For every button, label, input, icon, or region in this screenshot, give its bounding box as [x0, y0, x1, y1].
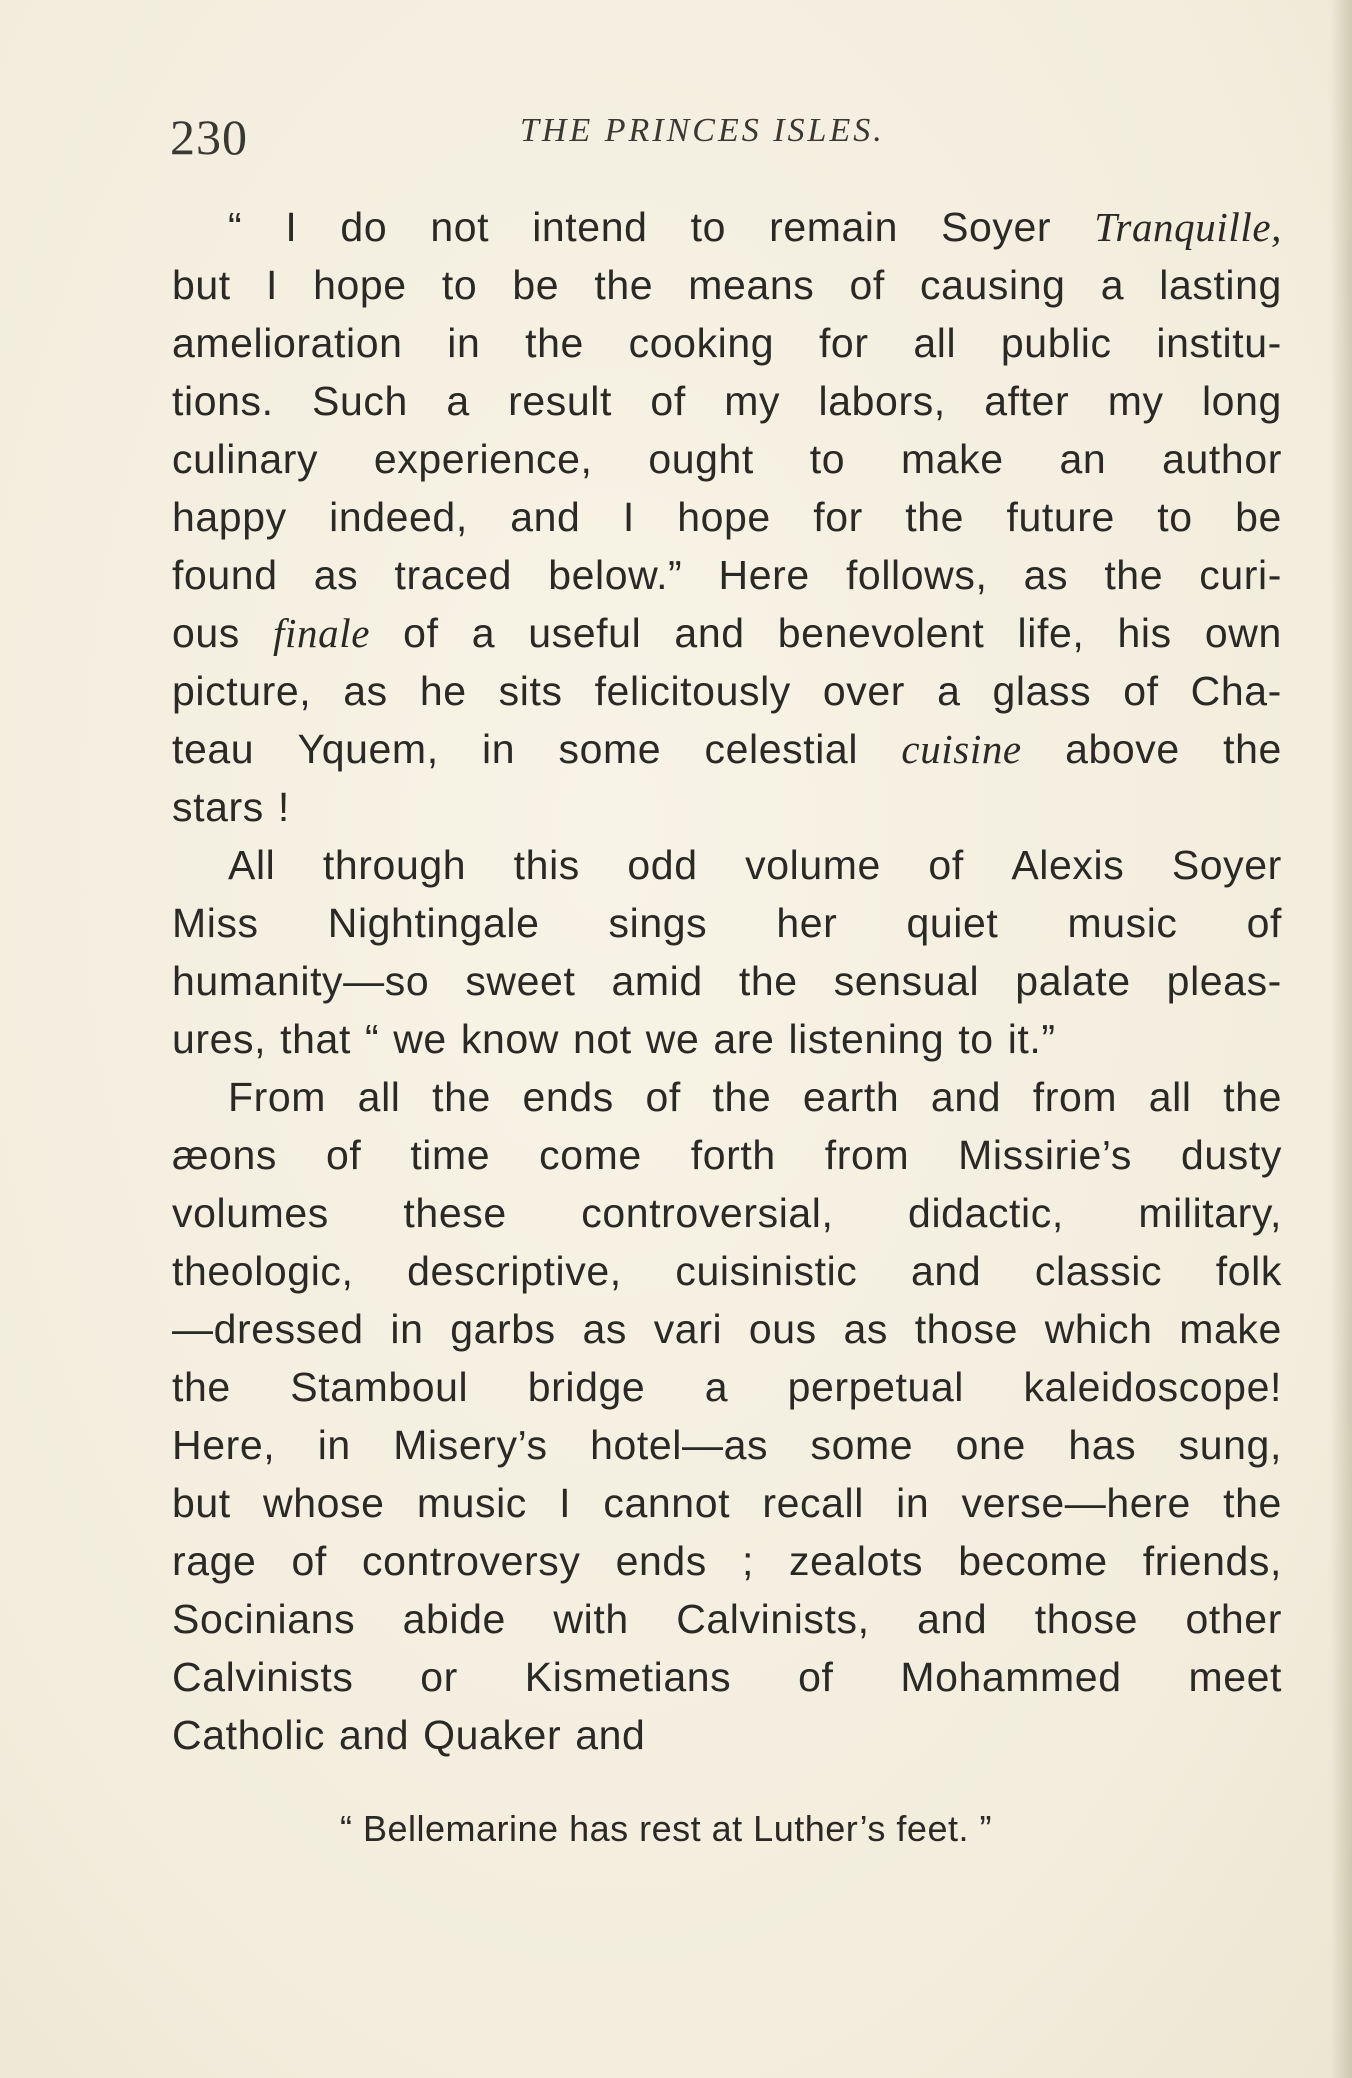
word: the [1223, 1480, 1282, 1526]
word: Cha- [1190, 668, 1282, 714]
word: useful [528, 610, 642, 656]
word: æons [172, 1132, 277, 1178]
word: as [1023, 552, 1069, 598]
word: zealots [789, 1538, 924, 1584]
page-edge-shadow [1330, 0, 1352, 2078]
word: happy [172, 494, 287, 540]
word: Quaker [423, 1712, 562, 1758]
text-line [172, 952, 1282, 1010]
word: not [572, 1016, 632, 1062]
text-line [172, 1300, 1282, 1358]
word: benevolent [777, 610, 985, 656]
word: all [913, 320, 957, 366]
word: friends, [1142, 1538, 1282, 1584]
word: indeed, [329, 494, 468, 540]
word: a [471, 610, 496, 656]
word: ends [615, 1538, 707, 1584]
word: it.” [1007, 1016, 1056, 1062]
word: are [713, 1016, 775, 1062]
word: odd [627, 842, 698, 888]
word: her [776, 900, 838, 946]
word: classic [1034, 1248, 1163, 1294]
word: vari [653, 1306, 723, 1352]
word: experience, [373, 436, 593, 482]
word: and [575, 1712, 646, 1758]
text-line [172, 1010, 1282, 1068]
word: time [410, 1132, 491, 1178]
word: dusty [1180, 1132, 1282, 1178]
word: listening [788, 1016, 945, 1062]
word: institu- [1156, 320, 1282, 366]
word: folk [1215, 1248, 1282, 1294]
word: make [900, 436, 1004, 482]
word: of [1246, 900, 1282, 946]
word: verse—here [961, 1480, 1191, 1526]
word: the [525, 320, 584, 366]
word: ous [748, 1306, 817, 1352]
text-line [172, 314, 1282, 372]
word: follows, [845, 552, 988, 598]
word: and [510, 494, 581, 540]
word: the [172, 1364, 231, 1410]
text-line [172, 836, 1282, 894]
text-line [172, 1648, 1282, 1706]
word: life, [1017, 610, 1085, 656]
word: descriptive, [407, 1248, 622, 1294]
word: pleas- [1166, 958, 1282, 1004]
word: controversy [362, 1538, 581, 1584]
word: public [1000, 320, 1112, 366]
page-number: 230 [170, 109, 248, 165]
word: labors, [818, 378, 946, 424]
word: to [441, 262, 478, 308]
word: hope [313, 262, 407, 308]
word: abide [402, 1596, 506, 1642]
word: Calvinists, [676, 1596, 870, 1642]
italic-word: cuisine [901, 726, 1022, 772]
word: with [553, 1596, 629, 1642]
word: those [914, 1306, 1018, 1352]
word: rage [172, 1538, 257, 1584]
word: cuisinistic [675, 1248, 858, 1294]
word: Kismetians [524, 1654, 732, 1700]
word: Yquem, [297, 726, 439, 772]
word: his [1117, 610, 1172, 656]
word: curi- [1199, 552, 1282, 598]
word: in [896, 1480, 930, 1526]
word: future [1006, 494, 1115, 540]
word: come [539, 1132, 642, 1178]
word: to [1157, 494, 1193, 540]
word: the [905, 494, 965, 540]
word: or [420, 1654, 458, 1700]
word: as [843, 1306, 888, 1352]
word: in [317, 1422, 351, 1468]
word: below.” [548, 552, 683, 598]
text-line [172, 1532, 1282, 1590]
word: one [955, 1422, 1026, 1468]
word: From [228, 1074, 327, 1120]
word: of [928, 842, 964, 888]
text-line [172, 1358, 1282, 1416]
word: and [674, 610, 745, 656]
word: military, [1138, 1190, 1282, 1236]
word: above [1065, 726, 1180, 772]
word: All [228, 842, 276, 888]
word: those [1034, 1596, 1139, 1642]
word: my [724, 378, 781, 424]
word: forth [690, 1132, 776, 1178]
word: Nightingale [327, 900, 540, 946]
word: result [508, 378, 612, 424]
word: do [340, 204, 388, 250]
word: means [688, 262, 815, 308]
word: whose [263, 1480, 385, 1526]
text-line [172, 1184, 1282, 1242]
word: palate [1015, 958, 1131, 1004]
word: of [650, 378, 686, 424]
italic-word: Tranquille, [1094, 204, 1282, 250]
word: earth [802, 1074, 900, 1120]
word: meet [1188, 1654, 1282, 1700]
word: and [911, 1248, 982, 1294]
word: ! [277, 784, 290, 830]
text-line [172, 1706, 1282, 1764]
word: the [738, 958, 798, 1004]
word: sits [498, 668, 563, 714]
word: felicitously [594, 668, 791, 714]
word: ures, [172, 1016, 267, 1062]
word: in [447, 320, 481, 366]
word: humanity—so [172, 958, 430, 1004]
word: —dressed [172, 1306, 364, 1352]
word: over [822, 668, 906, 714]
word: bridge [527, 1364, 646, 1410]
word: and [917, 1596, 988, 1642]
word: to [690, 204, 726, 250]
word: Calvinists [172, 1654, 354, 1700]
word: ; [741, 1538, 754, 1584]
word: Soyer [1171, 842, 1282, 888]
word: glass [992, 668, 1092, 714]
word: sings [608, 900, 708, 946]
text-line [172, 662, 1282, 720]
word: the [712, 1074, 772, 1120]
word: of [645, 1074, 681, 1120]
word: as [582, 1306, 627, 1352]
word: a [937, 668, 961, 714]
word: be [1235, 494, 1282, 540]
word: from [1032, 1074, 1118, 1120]
word: but [172, 1480, 231, 1526]
word: that [280, 1016, 351, 1062]
text-line [172, 1416, 1282, 1474]
word: Here, [172, 1422, 276, 1468]
word: which [1044, 1306, 1153, 1352]
word: but [172, 262, 231, 308]
word: a [1100, 262, 1125, 308]
word: culinary [172, 436, 319, 482]
word: Such [312, 378, 408, 424]
word: and [930, 1074, 1002, 1120]
word: for [813, 494, 863, 540]
word: of [1123, 668, 1159, 714]
word: for [818, 320, 869, 366]
word: the [1223, 726, 1282, 772]
word: music [1067, 900, 1178, 946]
text-line [172, 256, 1282, 314]
word: all [357, 1074, 401, 1120]
word: I [285, 204, 298, 250]
word: found [172, 552, 278, 598]
quotation-line: “ Bellemarine has rest at Luther’s feet. ” [340, 1808, 992, 1849]
text-line [172, 894, 1282, 952]
word: and [338, 1712, 410, 1758]
word: Stamboul [290, 1364, 469, 1410]
word: didactic, [908, 1190, 1064, 1236]
word: garbs [450, 1306, 556, 1352]
word: volumes [172, 1190, 329, 1236]
word: he [419, 668, 467, 714]
word: theologic, [172, 1248, 354, 1294]
word: Here [718, 552, 810, 598]
word: sensual [833, 958, 980, 1004]
word: a [446, 378, 470, 424]
word: controversial, [581, 1190, 834, 1236]
word: we [393, 1016, 447, 1062]
word: not [430, 204, 490, 250]
word: music [416, 1480, 527, 1526]
word: hotel—as [590, 1422, 769, 1468]
word: “ [364, 1016, 380, 1062]
text-line [172, 604, 1282, 662]
word: an [1059, 436, 1107, 482]
word: make [1179, 1306, 1282, 1352]
word: of [849, 262, 885, 308]
word: of [403, 610, 439, 656]
word: ought [648, 436, 754, 482]
word: know [460, 1016, 559, 1062]
word: of [291, 1538, 327, 1584]
word: Soyer [941, 204, 1052, 250]
word: of [798, 1654, 834, 1700]
word: quiet [906, 900, 999, 946]
word: to [809, 436, 846, 482]
word: some [558, 726, 662, 772]
text-line [172, 430, 1282, 488]
word: these [403, 1190, 507, 1236]
word: the [594, 262, 654, 308]
word: my [1107, 378, 1164, 424]
word: has [1068, 1422, 1137, 1468]
word: traced [394, 552, 513, 598]
word: long [1201, 378, 1282, 424]
word: cannot [603, 1480, 731, 1526]
word: stars [172, 784, 264, 830]
word: become [958, 1538, 1108, 1584]
word: own [1204, 610, 1282, 656]
word: picture, [172, 668, 312, 714]
word: Miss [172, 900, 259, 946]
word: tions. [172, 378, 274, 424]
word: the [1223, 1074, 1282, 1120]
word: as [343, 668, 388, 714]
text-line [172, 372, 1282, 430]
word: teau [172, 726, 255, 772]
word: all [1148, 1074, 1192, 1120]
word: through [322, 842, 467, 888]
word: other [1185, 1596, 1282, 1642]
word: ends [522, 1074, 614, 1120]
text-line [172, 488, 1282, 546]
word: kaleidoscope! [1023, 1364, 1282, 1410]
text-line [172, 778, 1282, 836]
word: the [1104, 552, 1164, 598]
word: author [1162, 436, 1282, 482]
word: cooking [628, 320, 775, 366]
word: the [432, 1074, 491, 1120]
running-title: THE PRINCES ISLES. [520, 112, 885, 149]
word: hope [677, 494, 771, 540]
word: from [824, 1132, 910, 1178]
word: to [958, 1016, 994, 1062]
word: Misery’s [393, 1422, 548, 1468]
word: causing [920, 262, 1066, 308]
word: after [984, 378, 1070, 424]
word: lasting [1159, 262, 1282, 308]
word: I [622, 494, 635, 540]
word: “ [228, 204, 243, 250]
text-line [172, 1474, 1282, 1532]
word: I [559, 1480, 572, 1526]
word: be [512, 262, 560, 308]
word: Socinians [172, 1596, 356, 1642]
text-line [172, 1590, 1282, 1648]
word: sweet [465, 958, 576, 1004]
word: I [265, 262, 278, 308]
word: Missirie’s [958, 1132, 1132, 1178]
text-line [172, 546, 1282, 604]
word: perpetual [787, 1364, 964, 1410]
word: as [313, 552, 359, 598]
word: Alexis [1011, 842, 1125, 888]
word: amid [611, 958, 703, 1004]
text-line [172, 198, 1282, 256]
text-line [172, 1068, 1282, 1126]
word: ous [172, 610, 240, 656]
word: sung, [1178, 1422, 1282, 1468]
word: amelioration [172, 320, 403, 366]
italic-word: finale [273, 610, 371, 656]
text-line [172, 1126, 1282, 1184]
word: some [810, 1422, 914, 1468]
word: of [325, 1132, 362, 1178]
word: this [513, 842, 580, 888]
word: celestial [704, 726, 859, 772]
word: intend [532, 204, 648, 250]
word: recall [762, 1480, 864, 1526]
text-line [172, 1242, 1282, 1300]
word: in [390, 1306, 424, 1352]
word: Catholic [172, 1712, 325, 1758]
text-line [172, 720, 1282, 778]
word: in [482, 726, 516, 772]
word: volume [745, 842, 881, 888]
body-text [172, 198, 1282, 1764]
word: a [704, 1364, 729, 1410]
word: Mohammed [900, 1654, 1122, 1700]
word: remain [769, 204, 898, 250]
word: we [645, 1016, 700, 1062]
